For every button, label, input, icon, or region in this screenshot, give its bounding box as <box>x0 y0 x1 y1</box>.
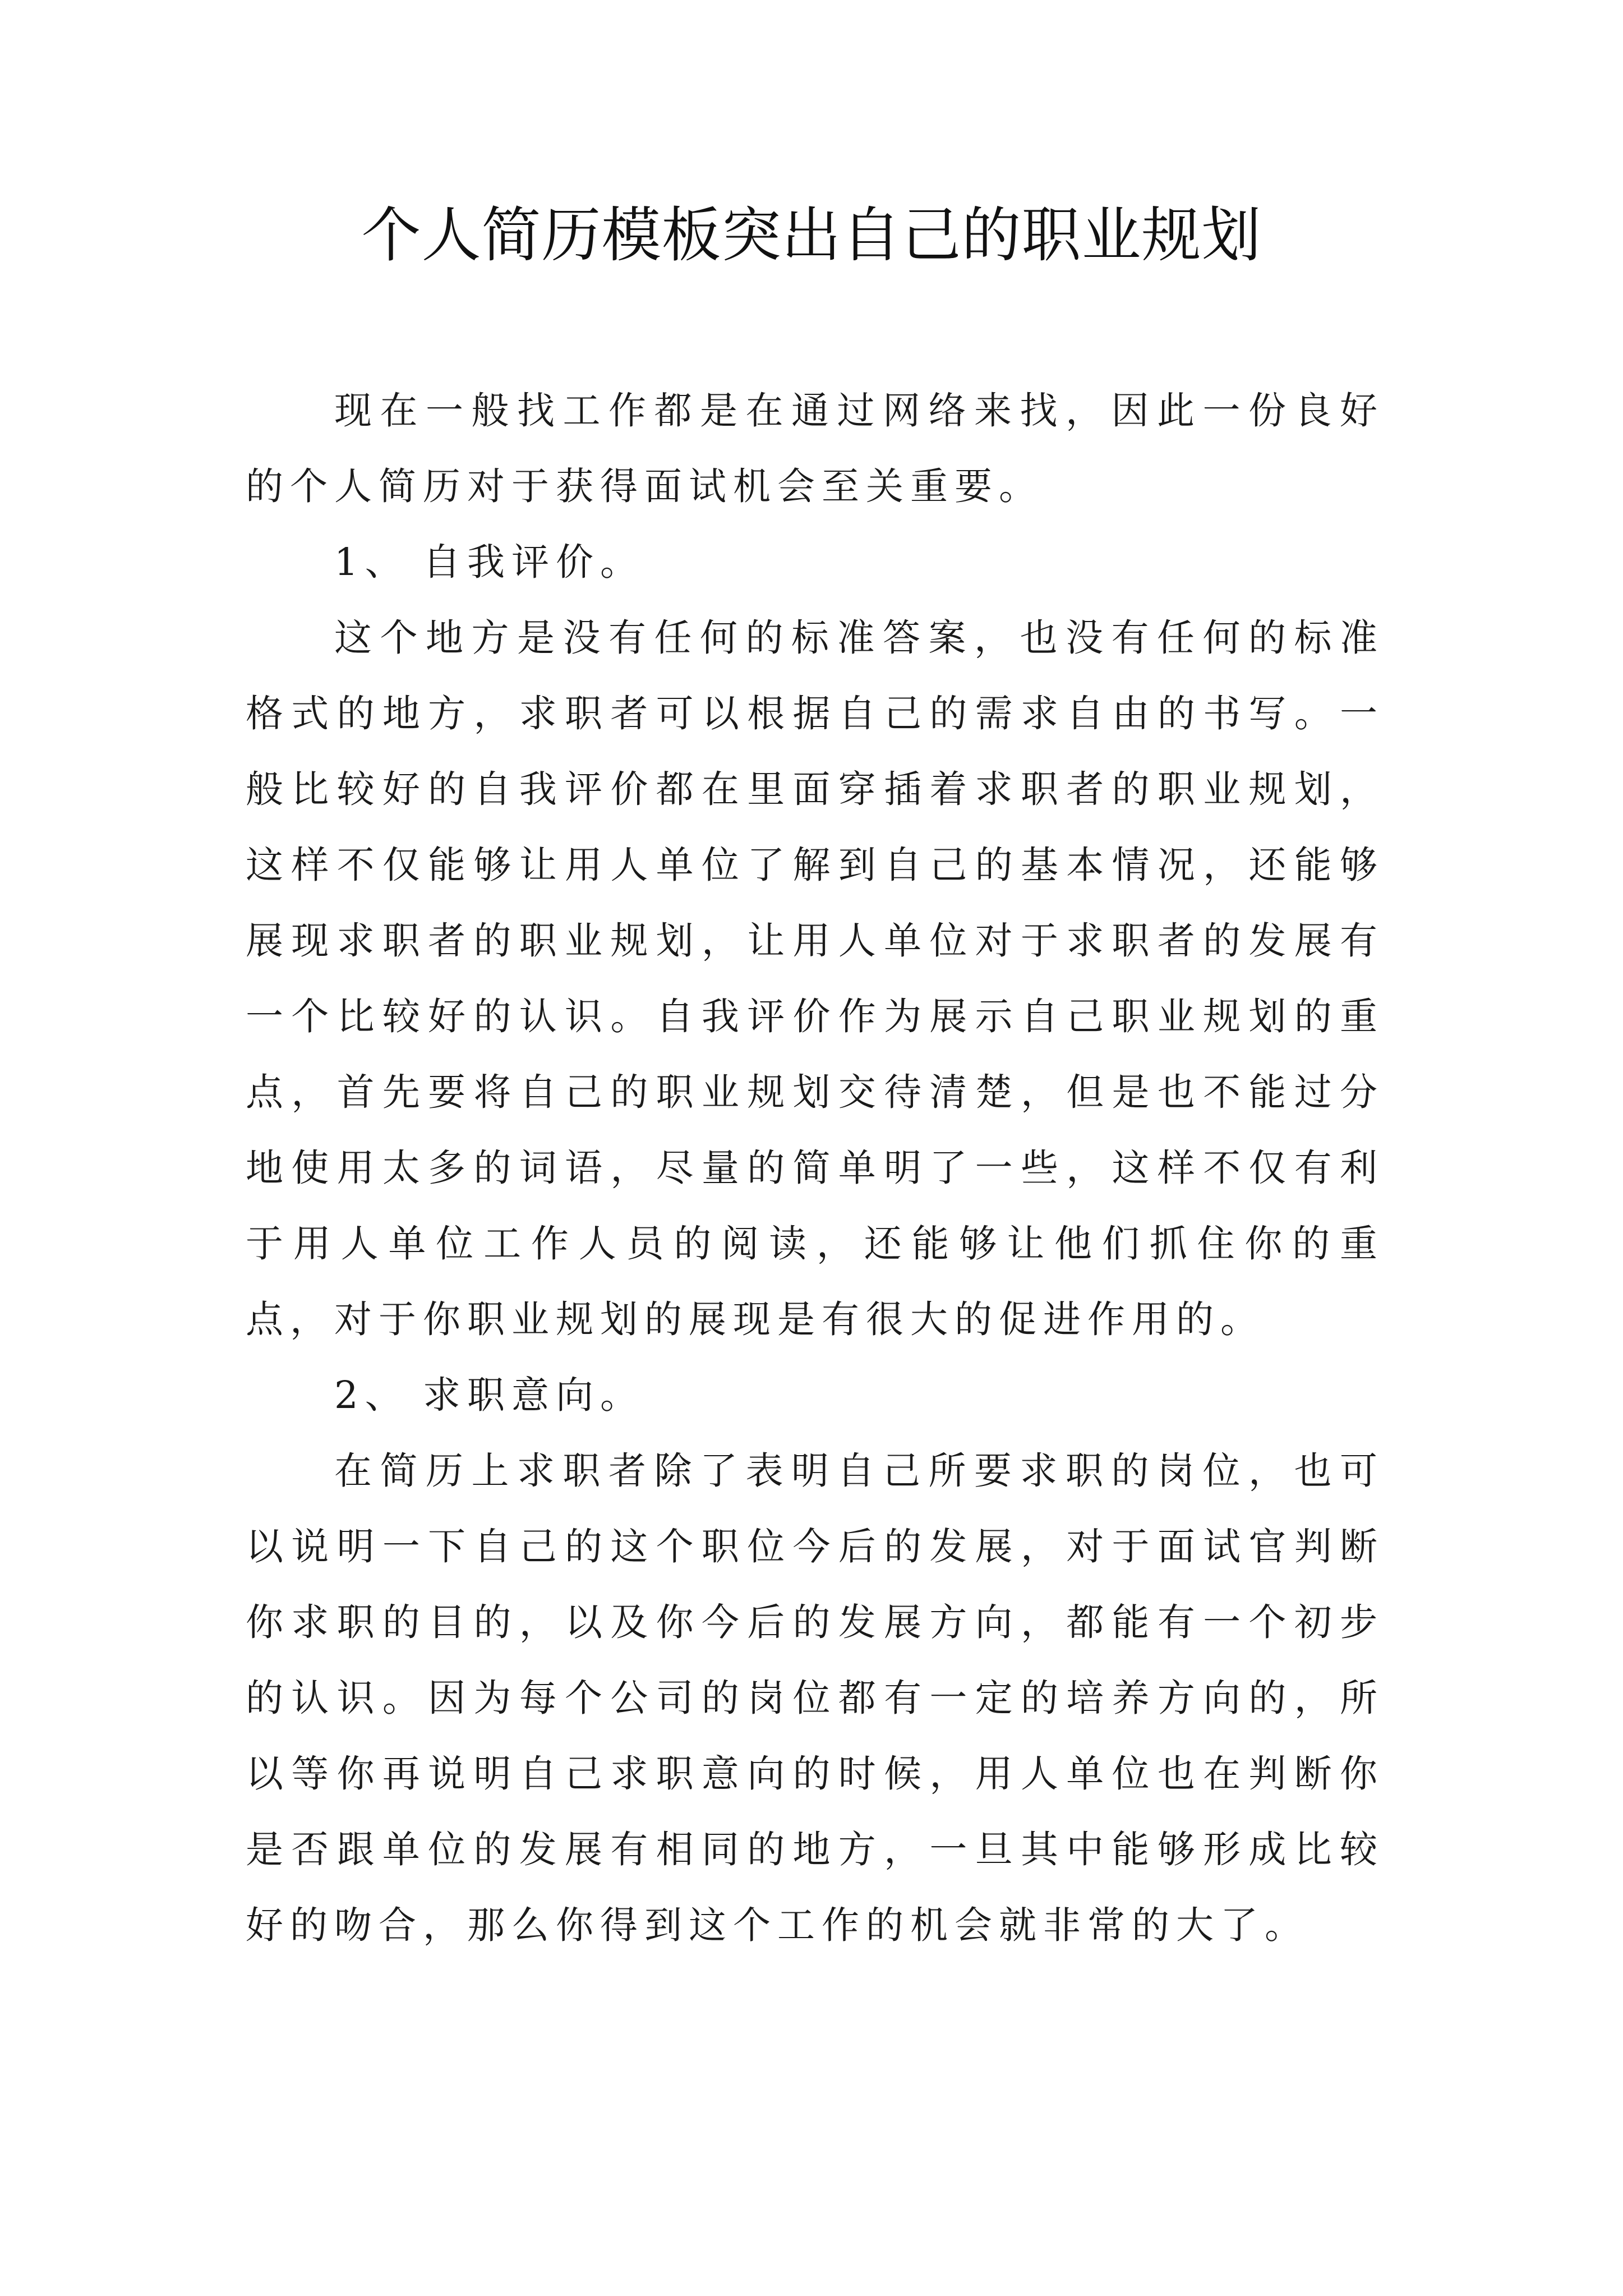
document-title: 个人简历模板突出自己的职业规划 <box>361 201 1262 270</box>
paragraph-job-intention: 在简历上求职者除了表明自己所要求职的岗位，也可以说明一下自己的这个职位今后的发展，对于面试官判断你求职的目的，以及你今后的发展方向，都能有一个初步的认识。因为每个公司的岗位都有一定的培养方向的，所以等你再说明自己求职意向的时候，用人单位也在判断你是否跟单位的发展有相同的地方，一旦其中能够形成比较好的吻合，那么你得到这个工作的机会就非常的大了。 <box>246 1449 1384 1947</box>
section-number: 1、 <box>334 540 409 584</box>
section-number: 2、 <box>334 1373 409 1417</box>
section-heading-self-evaluation <box>246 524 1384 600</box>
section-heading-job-intention <box>246 1358 1384 1433</box>
section-heading-label: 求职意向。 <box>423 1373 644 1417</box>
paragraph-intro: 现在一般找工作都是在通过网络来找，因此一份良好的个人简历对于获得面试机会至关重要。 <box>246 389 1384 508</box>
section-heading-label: 自我评价。 <box>423 540 644 584</box>
paragraph-self-evaluation: 这个地方是没有任何的标准答案，也没有任何的标准格式的地方，求职者可以根据自己的需求自由的书写。一般比较好的自我评价都在里面穿插着求职者的职业规划，这样不仅能够让用人单位了解到自己的基本情况，还能够展现求职者的职业规划，让用人单位对于求职者的发展有一个比较好的认识。自我评价作为展示自己职业规划的重点，首先要将自己的职业规划交待清楚，但是也不能过分地使用太多的词语，尽量的简单明了一些，这样不仅有利于用人单位工作人员的阅读，还能够让他们抓住你的重点，对于你职业规划的展现是有很大的促进作用的。 <box>246 616 1384 1341</box>
document-body <box>246 373 1384 1963</box>
